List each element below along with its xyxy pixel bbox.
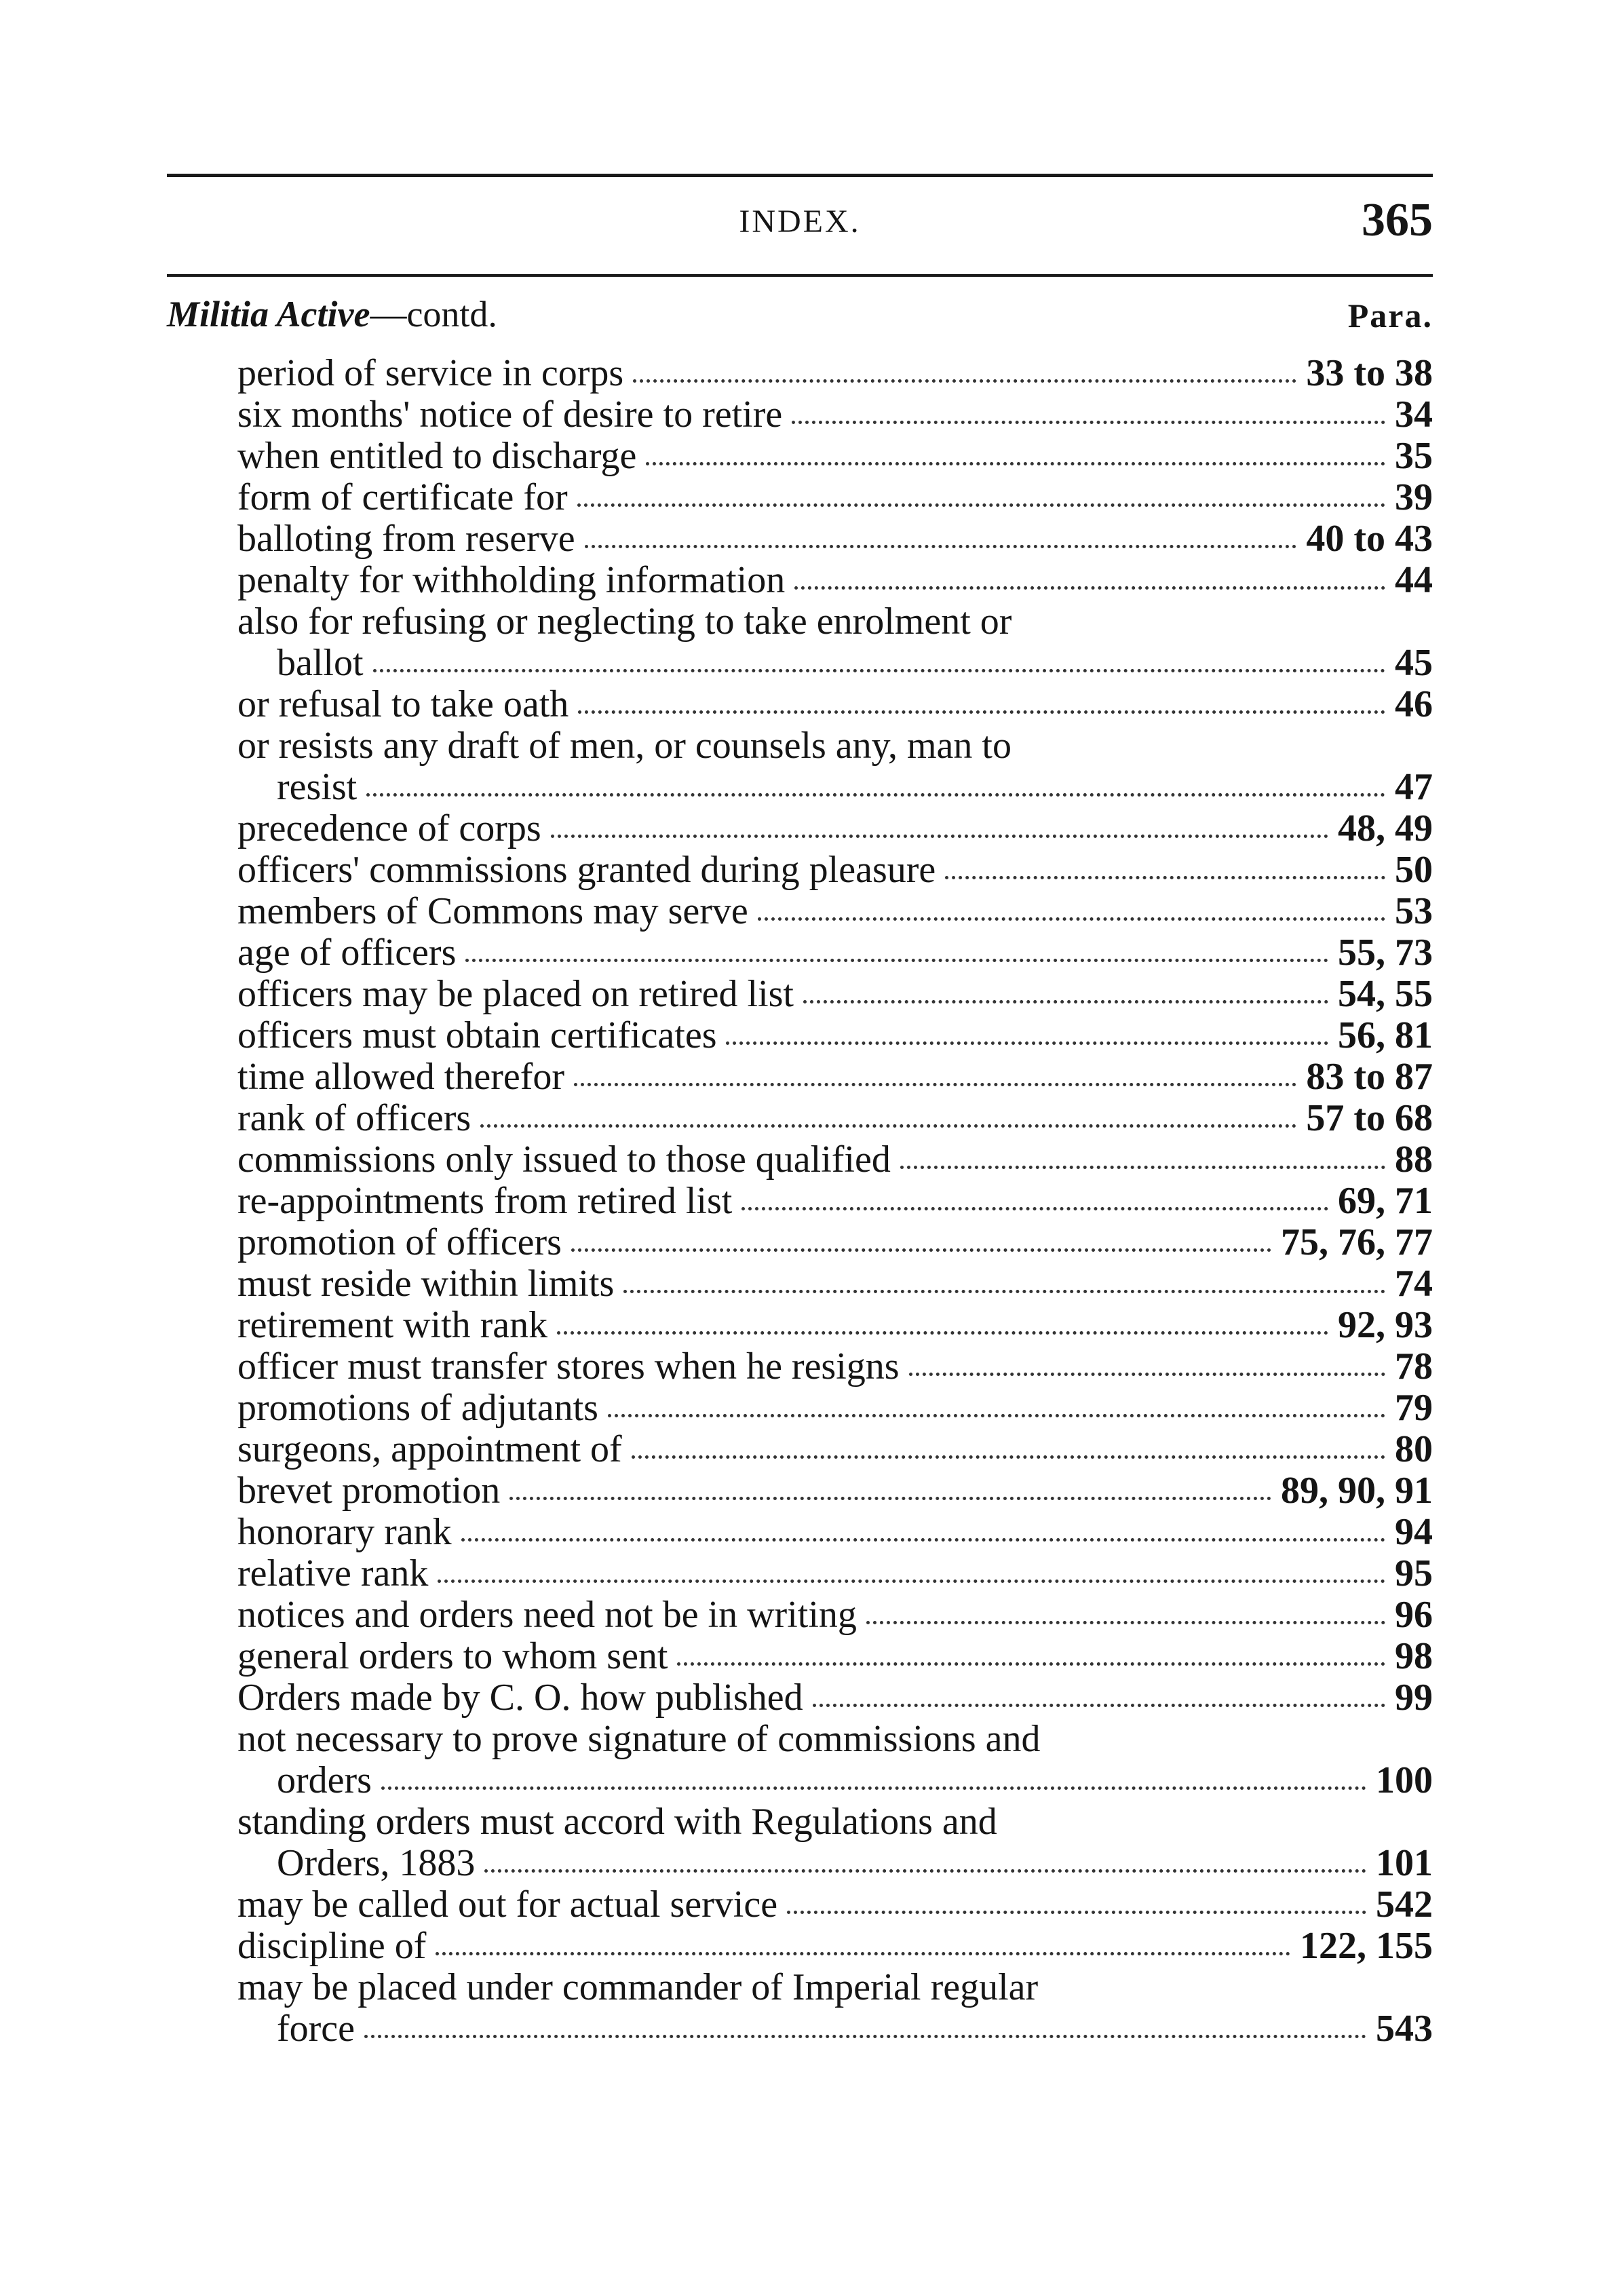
entry-paragraph-ref: 543 (1376, 2008, 1433, 2050)
entry-paragraph-ref: 79 (1395, 1387, 1433, 1429)
dot-leader (726, 1032, 1328, 1045)
index-entry (237, 353, 1433, 394)
index-entry (237, 891, 1433, 932)
entry-text: surgeons, appointment of (237, 1428, 622, 1470)
section-heading-contd: —contd. (370, 294, 497, 334)
dot-leader (1021, 746, 1423, 755)
entry-text: six months' notice of desire to retire (237, 394, 783, 436)
dot-leader (381, 1777, 1366, 1790)
index-entry (237, 808, 1433, 849)
entry-text: retirement with rank (237, 1304, 548, 1346)
entry-text: officers must obtain certificates (237, 1014, 717, 1056)
entry-text: or resists any draft of men, or counsels any, man to (237, 725, 1012, 767)
index-entry (237, 436, 1433, 477)
dot-leader (480, 1115, 1296, 1128)
dot-leader (578, 701, 1385, 714)
index-entry (237, 1346, 1433, 1388)
index-entry (237, 725, 1433, 767)
header-rule (167, 274, 1433, 277)
index-entry (237, 1594, 1433, 1636)
entry-paragraph-ref: 80 (1395, 1428, 1433, 1470)
entry-text: orders (277, 1759, 372, 1801)
entry-text: officers may be placed on retired list (237, 973, 794, 1015)
entry-paragraph-ref: 74 (1395, 1263, 1433, 1305)
index-entry (237, 1926, 1433, 1967)
dot-leader (794, 577, 1385, 590)
entry-text: promotion of officers (237, 1221, 562, 1263)
index-entry (237, 1222, 1433, 1263)
index-entry (237, 1056, 1433, 1098)
entry-paragraph-ref: 95 (1395, 1552, 1433, 1594)
entry-paragraph-ref: 50 (1395, 849, 1433, 891)
dot-leader (608, 1404, 1385, 1417)
index-entry (237, 974, 1433, 1015)
index-entry (237, 1139, 1433, 1181)
entry-text: officer must transfer stores when he resigns (237, 1345, 900, 1388)
dot-leader (646, 453, 1385, 465)
dot-leader (1047, 1987, 1423, 1997)
index-entry (237, 1967, 1433, 2008)
section-heading-title: Militia Active (167, 294, 370, 334)
index-entry (237, 1553, 1433, 1594)
index-entry (237, 1429, 1433, 1470)
index-entry (237, 1470, 1433, 1512)
entry-text: brevet promotion (237, 1470, 501, 1512)
dot-leader (509, 1487, 1271, 1500)
dot-leader (632, 1446, 1385, 1459)
entry-text: notices and orders need not be in writing (237, 1594, 857, 1636)
entry-paragraph-ref: 35 (1395, 435, 1433, 477)
dot-leader (436, 1943, 1290, 1955)
dot-leader (465, 949, 1328, 962)
entry-text: officers' commissions granted during pleasure (237, 849, 936, 891)
dot-leader (373, 659, 1385, 672)
entry-paragraph-ref: 45 (1395, 642, 1433, 684)
dot-leader (623, 1280, 1385, 1293)
entry-paragraph-ref: 99 (1395, 1677, 1433, 1719)
entry-paragraph-ref: 100 (1376, 1759, 1433, 1801)
index-entry (237, 1760, 1433, 1801)
dot-leader (557, 1322, 1328, 1335)
dot-leader (1050, 1739, 1423, 1748)
index-entry (237, 1512, 1433, 1553)
entry-paragraph-ref: 96 (1395, 1594, 1433, 1636)
entry-paragraph-ref: 88 (1395, 1139, 1433, 1181)
entry-text: rank of officers (237, 1097, 471, 1139)
index-entry (237, 684, 1433, 725)
entry-paragraph-ref: 69, 71 (1338, 1180, 1433, 1222)
index-entry (237, 394, 1433, 436)
entry-text: period of service in corps (237, 352, 624, 394)
index-entry (237, 1884, 1433, 1926)
dot-leader (900, 1156, 1385, 1169)
index-entry (237, 849, 1433, 891)
dot-leader (1021, 621, 1423, 631)
dot-leader (577, 494, 1385, 507)
index-entry (237, 560, 1433, 601)
page-number: 365 (1362, 194, 1433, 246)
index-entry (237, 1719, 1433, 1760)
entry-text: standing orders must accord with Regulations and (237, 1801, 997, 1843)
dot-leader (909, 1363, 1385, 1376)
entry-text: balloting from reserve (237, 518, 575, 560)
dot-leader (364, 2025, 1366, 2038)
entry-paragraph-ref: 56, 81 (1338, 1014, 1433, 1056)
entry-text: also for refusing or neglecting to take enrolment or (237, 600, 1012, 643)
index-entry (237, 1388, 1433, 1429)
dot-leader (574, 1073, 1296, 1086)
dot-leader (461, 1529, 1385, 1542)
dot-leader (758, 908, 1385, 921)
entry-text: Orders made by C. O. how published (237, 1677, 803, 1719)
dot-leader (741, 1198, 1328, 1210)
index-entry (237, 1305, 1433, 1346)
entry-paragraph-ref: 101 (1376, 1842, 1433, 1884)
entry-paragraph-ref: 89, 90, 91 (1281, 1470, 1433, 1512)
para-column-label: Para. (1347, 296, 1433, 334)
entry-text: age of officers (237, 932, 457, 974)
entry-paragraph-ref: 34 (1395, 394, 1433, 436)
dot-leader (571, 1239, 1271, 1252)
entry-paragraph-ref: 122, 155 (1300, 1925, 1433, 1967)
dot-leader (787, 1901, 1366, 1914)
index-entry (237, 932, 1433, 974)
entry-text: resist (277, 766, 358, 808)
entry-text: commissions only issued to those qualified (237, 1139, 891, 1181)
entry-paragraph-ref: 98 (1395, 1635, 1433, 1677)
index-entry (237, 477, 1433, 518)
entry-text: Orders, 1883 (277, 1842, 476, 1884)
running-title: INDEX. (739, 204, 861, 240)
entry-text: discipline of (237, 1925, 427, 1967)
entry-paragraph-ref: 54, 55 (1338, 973, 1433, 1015)
entry-paragraph-ref: 78 (1395, 1345, 1433, 1388)
entry-text: honorary rank (237, 1511, 452, 1553)
entry-paragraph-ref: 55, 73 (1338, 932, 1433, 974)
dot-leader (585, 535, 1297, 548)
entry-paragraph-ref: 39 (1395, 476, 1433, 518)
dot-leader (1007, 1822, 1423, 1831)
entry-paragraph-ref: 94 (1395, 1511, 1433, 1553)
dot-leader (813, 1694, 1385, 1707)
top-rule (167, 174, 1433, 177)
dot-leader (792, 411, 1385, 424)
entry-paragraph-ref: 83 to 87 (1306, 1056, 1433, 1098)
entry-paragraph-ref: 47 (1395, 766, 1433, 808)
entry-paragraph-ref: 40 to 43 (1306, 518, 1433, 560)
entry-text: time allowed therefor (237, 1056, 565, 1098)
index-entry (237, 643, 1433, 684)
entry-paragraph-ref: 53 (1395, 890, 1433, 932)
dot-leader (484, 1860, 1366, 1873)
entry-text: form of certificate for (237, 476, 568, 518)
entry-paragraph-ref: 75, 76, 77 (1281, 1221, 1433, 1263)
entry-paragraph-ref: 48, 49 (1338, 807, 1433, 849)
index-entries (237, 353, 1433, 2050)
entry-text: force (277, 2008, 355, 2050)
entry-text: must reside within limits (237, 1263, 615, 1305)
section-heading (167, 293, 497, 335)
index-entry (237, 2008, 1433, 2050)
entry-text: general orders to whom sent (237, 1635, 668, 1677)
index-entry (237, 1677, 1433, 1719)
entry-text: ballot (277, 642, 364, 684)
entry-text: penalty for withholding information (237, 559, 786, 601)
index-entry (237, 1636, 1433, 1677)
running-head (167, 193, 1433, 254)
entry-paragraph-ref: 542 (1376, 1883, 1433, 1926)
dot-leader (551, 825, 1328, 838)
index-entry (237, 1843, 1433, 1884)
entry-paragraph-ref: 57 to 68 (1306, 1097, 1433, 1139)
dot-leader (366, 784, 1385, 797)
dot-leader (677, 1653, 1385, 1666)
dot-leader (945, 866, 1385, 879)
dot-leader (866, 1611, 1385, 1624)
entry-paragraph-ref: 44 (1395, 559, 1433, 601)
entry-text: promotions of adjutants (237, 1387, 598, 1429)
entry-text: relative rank (237, 1552, 429, 1594)
index-entry (237, 1263, 1433, 1305)
entry-text: may be called out for actual service (237, 1883, 778, 1926)
index-entry (237, 767, 1433, 808)
index-entry (237, 1015, 1433, 1056)
dot-leader (803, 991, 1328, 1003)
entry-paragraph-ref: 33 to 38 (1306, 352, 1433, 394)
entry-paragraph-ref: 92, 93 (1338, 1304, 1433, 1346)
index-entry (237, 1181, 1433, 1222)
section-line (167, 293, 1433, 342)
entry-text: not necessary to prove signature of commissions and (237, 1718, 1041, 1760)
entry-text: may be placed under commander of Imperial regular (237, 1966, 1039, 2008)
entry-paragraph-ref: 46 (1395, 683, 1433, 725)
entry-text: precedence of corps (237, 807, 541, 849)
entry-text: when entitled to discharge (237, 435, 637, 477)
entry-text: or refusal to take oath (237, 683, 569, 725)
entry-text: re-appointments from retired list (237, 1180, 733, 1222)
index-entry (237, 601, 1433, 643)
dot-leader (633, 370, 1296, 383)
index-entry (237, 1098, 1433, 1139)
entry-text: members of Commons may serve (237, 890, 748, 932)
index-entry (237, 518, 1433, 560)
index-entry (237, 1801, 1433, 1843)
dot-leader (438, 1570, 1385, 1583)
